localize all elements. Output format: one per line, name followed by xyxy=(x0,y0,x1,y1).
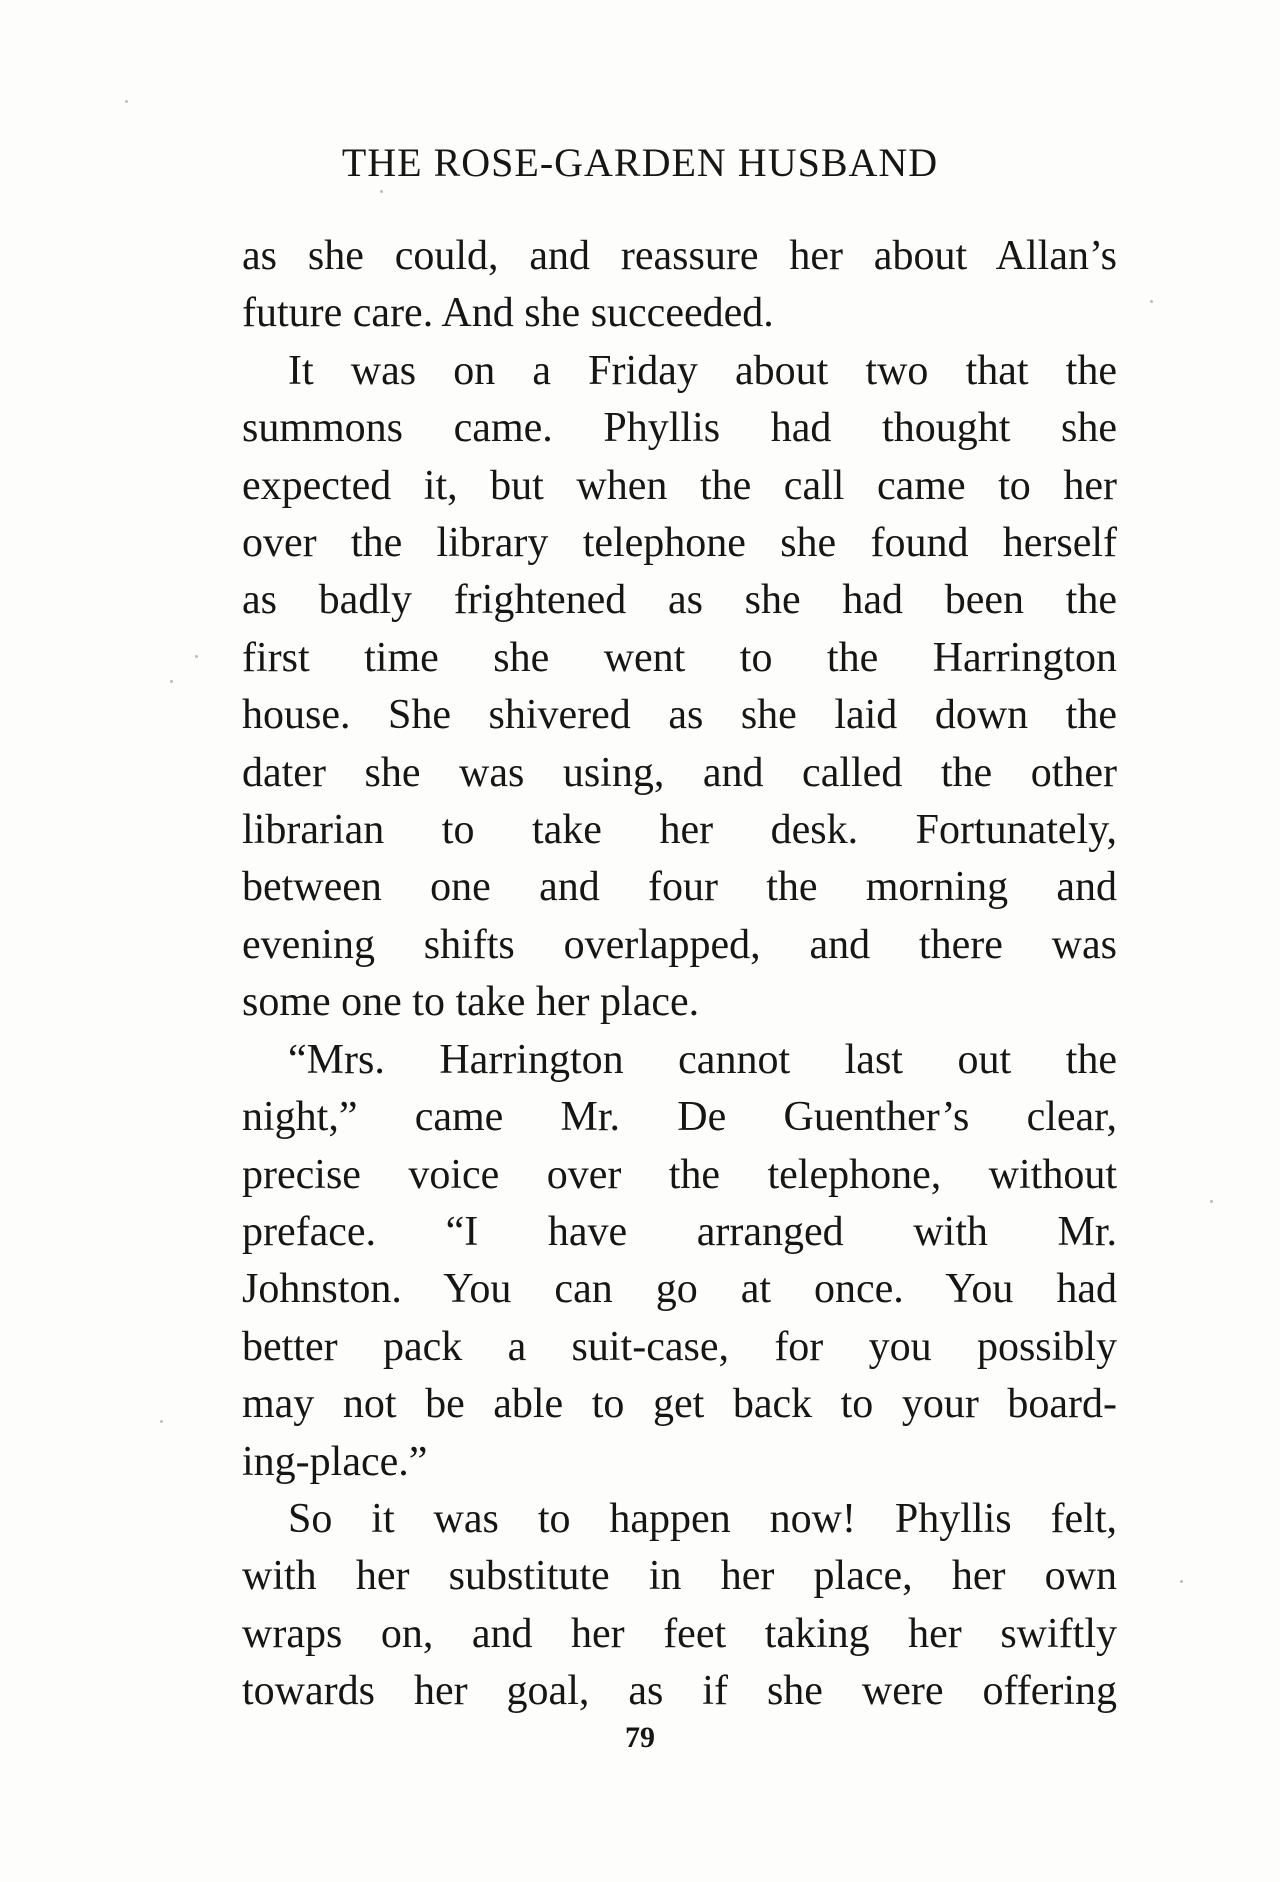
scan-speck xyxy=(1150,300,1153,303)
text-line: Johnston. You can go at once. You had xyxy=(242,1266,1117,1313)
text-line: better pack a suit-case, for you possibly xyxy=(242,1323,1117,1370)
text-line: precise voice over the telephone, without xyxy=(242,1151,1117,1198)
running-head: THE ROSE-GARDEN HUSBAND xyxy=(341,140,939,185)
scan-speck xyxy=(1210,1200,1213,1203)
text-line: preface. “I have arranged with Mr. xyxy=(242,1208,1117,1255)
text-line: towards her goal, as if she were offering xyxy=(242,1668,1117,1715)
text-line: ing-place.” xyxy=(242,1438,428,1485)
text-line: expected it, but when the call came to her xyxy=(242,462,1117,509)
text-line: night,” came Mr. De Guenther’s clear, xyxy=(242,1094,1117,1141)
scan-speck xyxy=(1180,1580,1183,1583)
page-number: 79 xyxy=(625,1721,655,1754)
text-line: with her substitute in her place, her own xyxy=(242,1553,1117,1600)
text-line: It was on a Friday about two that the xyxy=(288,347,1117,394)
body-text xyxy=(242,228,1117,1721)
text-line: So it was to happen now! Phyllis felt, xyxy=(288,1495,1117,1542)
scan-speck xyxy=(195,655,198,658)
text-line: as badly frightened as she had been the xyxy=(242,577,1117,624)
text-line: evening shifts overlapped, and there was xyxy=(242,921,1117,968)
text-line: first time she went to the Harrington xyxy=(242,634,1117,681)
text-line: as she could, and reassure her about Allan’s xyxy=(242,233,1117,279)
text-line: some one to take her place. xyxy=(242,979,700,1026)
text-line: between one and four the morning and xyxy=(242,864,1117,911)
text-line: may not be able to get back to your board- xyxy=(242,1381,1117,1428)
text-line: dater she was using, and called the other xyxy=(242,749,1117,796)
text-line: “Mrs. Harrington cannot last out the xyxy=(288,1036,1117,1083)
text-line: summons came. Phyllis had thought she xyxy=(242,405,1117,452)
text-line: house. She shivered as she laid down the xyxy=(242,692,1117,739)
text-line: librarian to take her desk. Fortunately, xyxy=(242,807,1117,854)
text-line: over the library telephone she found herself xyxy=(242,520,1117,567)
scan-speck xyxy=(160,1420,163,1423)
scan-speck xyxy=(170,680,173,683)
scan-speck xyxy=(125,100,128,103)
scan-speck xyxy=(380,190,383,193)
text-line: wraps on, and her feet taking her swiftly xyxy=(242,1610,1117,1657)
text-line: future care. And she succeeded. xyxy=(242,290,774,337)
